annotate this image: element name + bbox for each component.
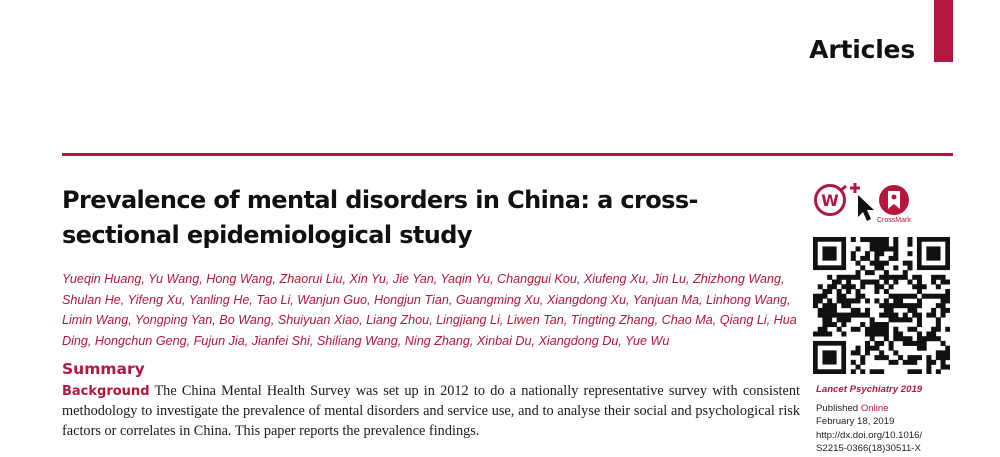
- publication-info: [816, 383, 966, 455]
- open-access-icon[interactable]: [813, 183, 847, 217]
- summary-heading: Summary: [62, 360, 145, 378]
- abstract-background: [62, 382, 800, 441]
- crossmark-label: CrossMark: [877, 217, 911, 224]
- published-line: [816, 402, 966, 415]
- background-text: The China Mental Health Survey was set up in 2012 to do a nationally representative survey with consistent methodology to investigate the prevalence of mental disorders and service use, and to analyse their social and psychological risk factors or correlates in China. This paper reports the prevalence findings.: [62, 383, 800, 439]
- header-rule: [62, 153, 953, 156]
- doi-link-continued[interactable]: S2215-0366(18)30511-X: [816, 442, 921, 454]
- svg-text:W: W: [821, 191, 839, 210]
- article-title: Prevalence of mental disorders in China: a cross-sectional epidemiological study: [62, 186, 698, 249]
- section-color-tab: [934, 0, 953, 62]
- doi-link[interactable]: http://dx.doi.org/10.1016/: [816, 429, 923, 441]
- section-label: Articles: [809, 35, 915, 64]
- journal-citation[interactable]: Lancet Psychiatry 2019: [816, 384, 923, 395]
- cursor-sparkle-icon[interactable]: [847, 183, 877, 223]
- published-prefix: Published: [816, 403, 859, 415]
- author-list[interactable]: Yueqin Huang, Yu Wang, Hong Wang, Zhaorui Liu, Xin Yu, Jie Yan, Yaqin Yu, Changgui Kou, Xiufeng Xu, Jin Lu, Zhizhong Wang, Shulan He, Yifeng Xu, Yanling He, Tao Li, Wanjun Guo, Hongjun Tian, Guangming Xu, Xiangdong Xu, Yanjuan Ma, Linhong Wang, Limin Wang, Yongping Yan, Bo Wang, Shuiyuan Xiao, Liang Zhou, Lingjiang Li, Liwen Tan, Tingting Zhang, Chao Ma, Qiang Li, Hua Ding, Hongchun Geng, Fujun Jia, Jianfei Shi, Shiliang Wang, Ning Zhang, Xinbai Du, Xiangdong Du, Yue Wu: [62, 272, 797, 349]
- published-online: Online: [860, 403, 889, 415]
- publication-date: February 18, 2019: [816, 416, 895, 428]
- background-label: Background: [62, 384, 150, 399]
- crossmark-icon[interactable]: [877, 183, 911, 217]
- qr-code[interactable]: [813, 237, 950, 374]
